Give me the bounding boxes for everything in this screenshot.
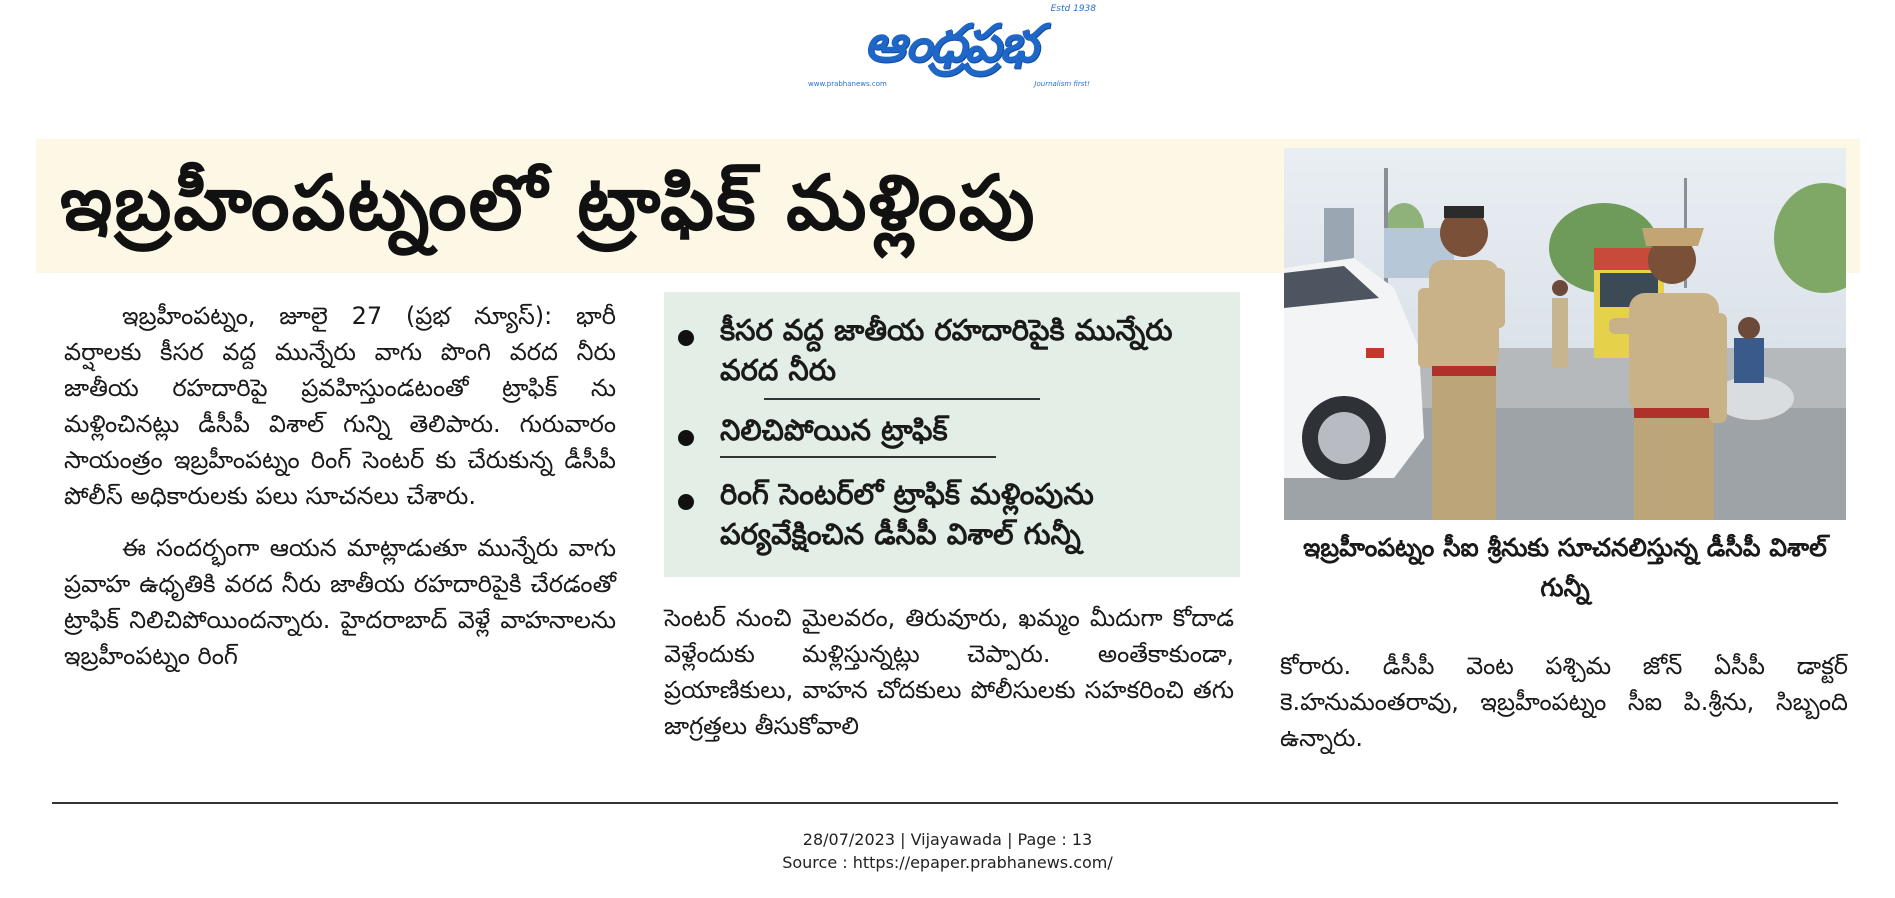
article-paragraph: కోరారు. డీసీపీ వెంట పశ్చిమ జోన్ ఏసీపీ డాక్టర్ కె.హనుమంతరావు, ఇబ్రహీంపట్నం సీఐ పి.శ్రీను, సిబ్బంది ఉన్నారు. [1280,652,1848,752]
masthead-logo [800,6,1100,96]
article-column-3 [1280,648,1848,756]
highlight-text: నిలిచిపోయిన ట్రాఫిక్ [720,413,948,447]
logo-estd: Estd 1938 [1050,4,1096,14]
article-column-1 [64,298,616,674]
news-photo [1284,148,1846,520]
logo-tagline: Journalism first! [1034,80,1090,88]
highlight-text: కీసర వద్ద జాతీయ రహదారిపైకి మున్నేరు వరద నీరు [720,313,1173,387]
photo-caption: ఇబ్రహీంపట్నం సీఐ శ్రీనుకు సూచనలిస్తున్న డీసీపీ విశాల్ గున్నీ [1303,533,1827,602]
logo-wordmark: ఆంధ్రప్రభ [863,14,1037,74]
article-column-2 [664,600,1234,744]
bullet-icon [678,430,694,446]
highlights-box [664,292,1240,577]
highlight-underline [764,398,1040,400]
highlight-underline [720,456,996,458]
logo-url: www.prabhanews.com [808,80,887,88]
footer-divider [52,802,1838,804]
article-paragraph: ఈ సందర్భంగా ఆయన మాట్లాడుతూ మున్నేరు వాగు ప్రవాహ ఉధృతికి వరద నీరు జాతీయ రహదారిపైకి చేరడంతో ట్రాఫిక్ నిలిచిపోయిందన్నారు. హైదరాబాద్ వెళ్లే వాహనాలను ఇబ్రహీంపట్నం రింగ్ [64,534,616,670]
highlight-text: రింగ్ సెంటర్‌లో ట్రాఫిక్ మళ్లింపును పర్యవేక్షించిన డీసీపీ విశాల్ గున్నీ [720,477,1094,551]
article-paragraph: ఇబ్రహీంపట్నం, జూలై 27 (ప్రభ న్యూస్): భారీ వర్షాలకు కీసర వద్ద మున్నేరు వాగు పొంగి వరద నీరు జాతీయ రహదారిపై ప్రవహిస్తుండటంతో ట్రాఫిక్ ను మళ్లించినట్లు డీసీపీ విశాల్ గున్ని తెలిపారు. గురువారం సాయంత్రం ఇబ్రహీంపట్నం రింగ్ సెంటర్ కు చేరుకున్న డీసీపీ పోలీస్ అధికారులకు పలు సూచనలు చేశారు. [64,302,616,510]
headline: ఇబ్రహీంపట్నంలో ట్రాఫిక్ మళ్లింపు [60,158,1037,247]
article-paragraph: సెంటర్ నుంచి మైలవరం, తిరువూరు, ఖమ్మం మీదుగా కోదాడ వెళ్లేందుకు మళ్లిస్తున్నట్లు చెప్పారు. అంతేకాకుండా, ప్రయాణికులు, వాహన చోదకులు పోలీసులకు సహకరించి తగు జాగ్రత్తలు తీసుకోవాలి [664,604,1234,740]
bullet-icon [678,330,694,346]
bullet-icon [678,494,694,510]
footer-source: Source : https://epaper.prabhanews.com/ [782,853,1113,872]
news-photo-illustration [1284,148,1846,520]
footer-date-edition: 28/07/2023 | Vijayawada | Page : 13 [802,830,1093,849]
